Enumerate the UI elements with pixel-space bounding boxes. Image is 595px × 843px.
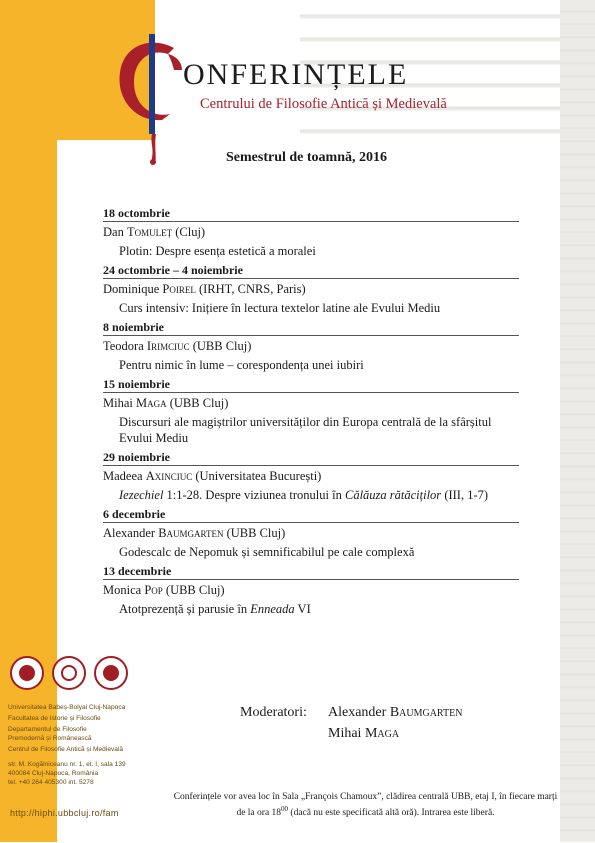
event-speaker: Mihai Maga (UBB Cluj)	[103, 396, 229, 410]
event-date: 29 noiembrie	[103, 449, 519, 466]
university-name: Universitatea Babeș-Bolyai Cluj-Napoca	[8, 704, 126, 711]
event-speaker: Dominique Poirel (IRHT, CNRS, Paris)	[103, 282, 306, 296]
event-title: Atotprezență și parusie în Enneada VI	[119, 602, 311, 616]
right-manuscript-strip	[560, 0, 595, 842]
event-date: 8 noiembrie	[103, 319, 519, 336]
venue-footnote: Conferințele vor avea loc în Sala „François Chamoux”, clădirea centrală UBB, etaj I, în fiecare marți de la ora $18^{00}$ (dacă nu este specificată altă oră). Intrarea este liberă.	[173, 792, 558, 819]
event-date: 13 decembrie	[103, 563, 519, 580]
address-line2: 400084 Cluj-Napoca, România	[8, 770, 99, 777]
event-item	[103, 563, 519, 617]
event-item	[103, 262, 519, 316]
centre-name: Centrul de Filosofie Antică și Medievală	[8, 746, 124, 753]
event-title: Godescalc de Nepomuk și semnificabilul pe cale complexă	[119, 545, 415, 559]
institution-logos	[10, 656, 150, 690]
faculty-seal-icon	[52, 656, 86, 690]
department-line2: Premodernă și Românească	[8, 735, 92, 742]
event-item	[103, 449, 519, 503]
event-item	[103, 205, 519, 259]
moderator-1: Alexander Baumgarten	[328, 705, 463, 720]
event-title: Plotin: Despre esența estetică a moralei	[119, 244, 316, 258]
event-title: Discursuri ale magiștrilor universităților din Europa centrală de la sfârșitul Evului Mediu	[119, 415, 492, 445]
event-item	[103, 376, 519, 446]
centre-seal-icon	[94, 656, 128, 690]
event-date: 24 octombrie – 4 noiembrie	[103, 262, 519, 279]
event-speaker: Teodora Irimciuc (UBB Cluj)	[103, 339, 252, 353]
semester-heading: Semestrul de toamnă, 2016	[226, 150, 387, 165]
event-date: 15 noiembrie	[103, 376, 519, 393]
page-subtitle: Centrului de Filosofie Antică și Medievală	[200, 96, 447, 112]
page-title: ONFERINȚELE	[183, 58, 409, 91]
event-speaker: Monica Pop (UBB Cluj)	[103, 583, 225, 597]
address-line1: str. M. Kogălniceanu nr. 1, et. I, sala 139	[8, 761, 126, 768]
event-date: 6 decembrie	[103, 506, 519, 523]
event-title: Pentru nimic în lume – corespondența unei iubiri	[119, 358, 364, 372]
faculty-name: Facultatea de Istorie și Filosofie	[8, 715, 101, 722]
event-speaker: Alexander Baumgarten (UBB Cluj)	[103, 526, 286, 540]
event-speaker: Dan Tomuleț (Cluj)	[103, 225, 206, 239]
phone: tel. +40 264 405300 int. 5278	[8, 779, 94, 786]
event-item	[103, 319, 519, 373]
event-item	[103, 506, 519, 560]
department-line1: Departamentul de Filosofie	[8, 726, 87, 733]
event-date: 18 octombrie	[103, 205, 519, 222]
event-title: Iezechiel 1:1-28. Despre viziunea tronului în Călăuza rătăciților (III, 1-7)	[119, 488, 489, 502]
moderator-2: Mihai Maga	[328, 726, 400, 741]
events-list	[103, 202, 519, 618]
university-seal-icon	[10, 656, 44, 690]
decorated-initial-c	[112, 30, 188, 170]
website-link[interactable]: http://hiphi.ubbcluj.ro/fam	[10, 808, 119, 818]
moderators-label: Moderatori:	[240, 705, 307, 720]
event-title: Curs intensiv: Inițiere în lectura textelor latine ale Evului Mediu	[119, 301, 441, 315]
event-speaker: Madeea Axinciuc (Universitatea București)	[103, 469, 322, 483]
